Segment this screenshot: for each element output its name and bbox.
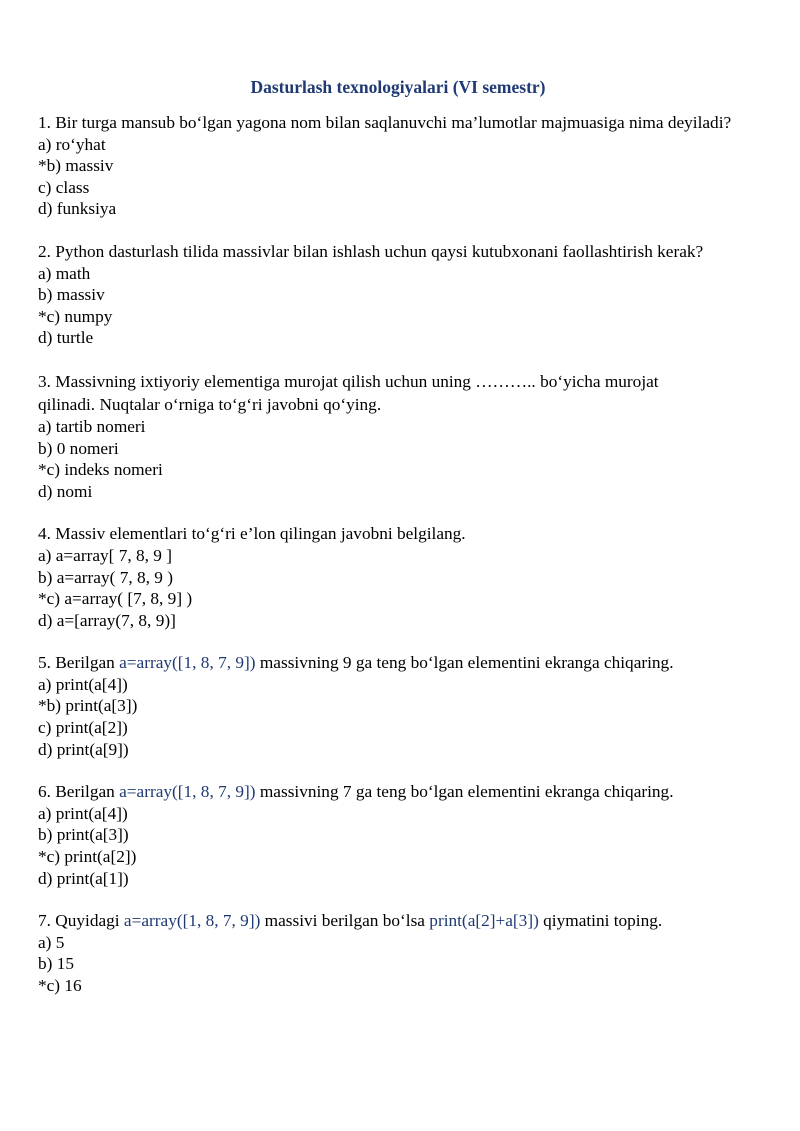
question-2	[38, 241, 740, 349]
answer-option-correct: *b) massiv	[38, 156, 114, 176]
code-snippet: a=array([1, 8, 7, 9])	[123, 911, 261, 931]
answer-option-correct: *c) a=array( [7, 8, 9] )	[38, 589, 193, 609]
question-suffix: massivning 7 ga teng bo‘lgan elementini ekranga chiqaring.	[255, 782, 674, 802]
answer-option: d) print(a[9])	[38, 739, 129, 759]
answer-option: a) 5	[38, 932, 65, 952]
question-text: 1. Bir turga mansub bo‘lgan yagona nom bilan saqlanuvchi ma’lumotlar majmuasiga nima deyiladi?	[38, 113, 732, 132]
answer-option: d) print(a[1])	[38, 868, 129, 888]
answer-option: b) 15	[38, 954, 74, 974]
answer-option: d) nomi	[38, 481, 93, 501]
question-text	[38, 652, 740, 674]
document-title: Dasturlash texnologiyalari (VI semestr)	[250, 77, 546, 97]
answer-option: b) a=array( 7, 8, 9 )	[38, 567, 173, 587]
question-6	[38, 781, 740, 889]
code-snippet-2: print(a[2]+a[3])	[429, 911, 539, 931]
code-snippet: a=array([1, 8, 7, 9])	[119, 782, 256, 802]
question-suffix: massivning 9 ga teng bo‘lgan elementini ekranga chiqaring.	[255, 653, 674, 673]
answer-option-correct: *c) numpy	[38, 306, 113, 326]
question-middle: massivi berilgan bo‘lsa	[260, 911, 430, 931]
answer-option: c) class	[38, 177, 90, 197]
question-prefix: 7. Quyidagi	[38, 911, 124, 931]
question-text-line-1: 3. Massivning ixtiyoriy elementiga murojat qilish uchun uning ……….. bo‘yicha murojat	[38, 371, 659, 391]
answer-option-correct: *c) 16	[38, 976, 82, 995]
answer-option: d) funksiya	[38, 199, 117, 219]
answer-option: a) ro‘yhat	[38, 134, 106, 154]
answer-option-correct: *b) print(a[3])	[38, 696, 138, 716]
answer-option: b) 0 nomeri	[38, 438, 119, 458]
question-suffix: qiymatini toping.	[538, 911, 663, 931]
answer-option-correct: *c) indeks nomeri	[38, 460, 163, 480]
question-text: 2. Python dasturlash tilida massivlar bilan ishlash uchun qaysi kutubxonani faollashtirish kerak?	[38, 241, 704, 261]
code-snippet: a=array([1, 8, 7, 9])	[119, 653, 256, 673]
question-text: 4. Massiv elementlari to‘g‘ri e’lon qilingan javobni belgilang.	[38, 524, 466, 544]
question-1	[38, 112, 740, 220]
answer-option: d) turtle	[38, 328, 94, 348]
question-prefix: 5. Berilgan	[38, 653, 120, 673]
answer-option: a) print(a[4])	[38, 803, 128, 823]
answer-option: a) math	[38, 263, 91, 283]
question-4	[38, 523, 740, 631]
answer-option: a) a=array[ 7, 8, 9 ]	[38, 545, 173, 565]
answer-option: a) print(a[4])	[38, 674, 128, 694]
answer-option: b) massiv	[38, 285, 105, 305]
answer-option: a) tartib nomeri	[38, 416, 146, 436]
question-text-line-2: qilinadi. Nuqtalar o‘rniga to‘g‘ri javobni qo‘ying.	[38, 394, 382, 414]
question-5	[38, 652, 740, 760]
question-prefix: 6. Berilgan	[38, 782, 120, 802]
answer-option: c) print(a[2])	[38, 718, 128, 738]
answer-option-correct: *c) print(a[2])	[38, 847, 137, 867]
question-3	[38, 370, 740, 502]
question-text	[38, 910, 740, 932]
question-text	[38, 781, 740, 803]
answer-option: d) a=[array(7, 8, 9)]	[38, 610, 176, 630]
answer-option: b) print(a[3])	[38, 825, 129, 845]
question-7	[38, 910, 740, 996]
